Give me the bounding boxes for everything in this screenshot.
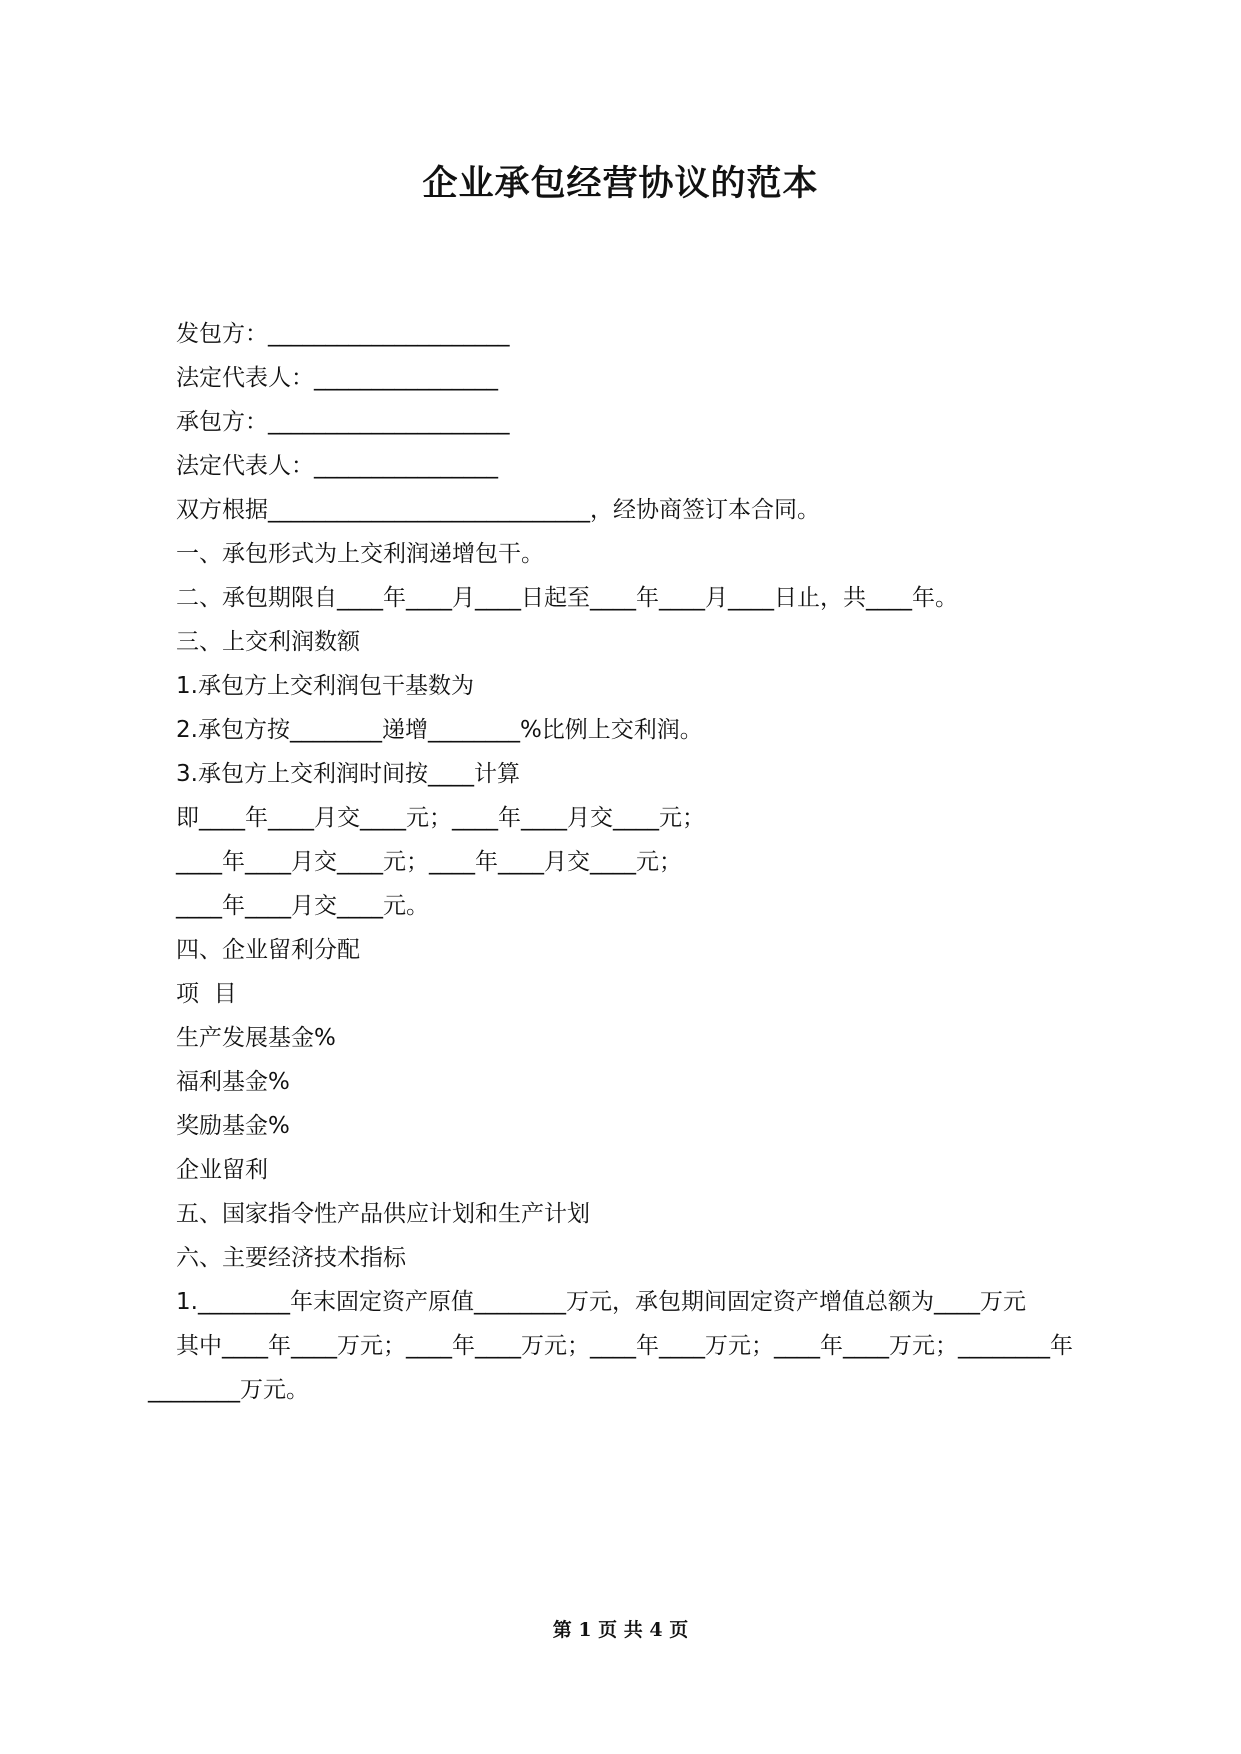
payment-schedule-line-3: ____年____月交____元。	[176, 893, 429, 919]
section-6-heading: 六、主要经济技术指标	[176, 1245, 406, 1271]
agreement-basis-line: 双方根据____________________________，经协商签订本合同。	[176, 497, 820, 523]
party-a-representative-line: 法定代表人：________________	[176, 365, 498, 391]
section-4-item-header: 项 目	[176, 981, 237, 1007]
section-3-item-3: 3.承包方上交利润时间按____计算	[176, 761, 520, 787]
party-b-representative-line: 法定代表人：________________	[176, 453, 498, 479]
party-b-line: 承包方：_____________________	[176, 409, 510, 435]
payment-schedule-line-1: 即____年____月交____元；____年____月交____元；	[176, 805, 705, 831]
section-4-welfare-fund: 福利基金%	[176, 1069, 290, 1095]
section-1-heading: 一、承包形式为上交利润递增包干。	[176, 541, 544, 567]
section-4-retained-profit: 企业留利	[176, 1157, 268, 1183]
party-a-line: 发包方：_____________________	[176, 321, 510, 347]
document-title: 企业承包经营协议的范本	[422, 164, 819, 204]
section-3-item-1: 1.承包方上交利润包干基数为	[176, 673, 474, 699]
section-4-bonus-fund: 奖励基金%	[176, 1113, 290, 1139]
page-number-footer: 第 1 页 共 4 页	[552, 1619, 689, 1641]
section-2-term-line: 二、承包期限自____年____月____日起至____年____月____日止，共____年。	[176, 585, 958, 611]
section-6-item-1-breakdown: 其中____年____万元；____年____万元；____年____万元；____年____万元；________年	[176, 1333, 1073, 1359]
section-6-item-1-continuation: ________万元。	[148, 1377, 309, 1403]
payment-schedule-line-2: ____年____月交____元；____年____月交____元；	[176, 849, 682, 875]
section-3-item-2: 2.承包方按________递增________%比例上交利润。	[176, 717, 703, 743]
section-6-item-1: 1.________年末固定资产原值________万元，承包期间固定资产增值总额为____万元	[176, 1289, 1026, 1315]
section-3-heading: 三、上交利润数额	[176, 629, 360, 655]
section-4-heading: 四、企业留利分配	[176, 937, 360, 963]
section-4-production-fund: 生产发展基金%	[176, 1025, 336, 1051]
section-5-heading: 五、国家指令性产品供应计划和生产计划	[176, 1201, 590, 1227]
